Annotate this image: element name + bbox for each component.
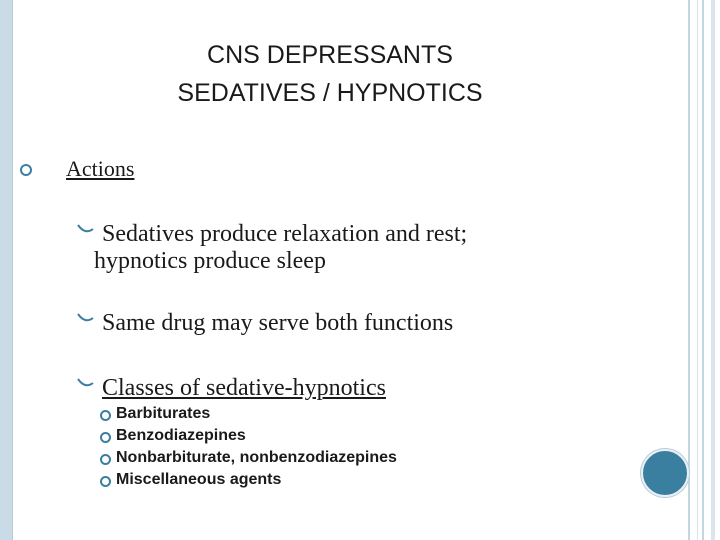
circle-bullet-icon bbox=[20, 164, 32, 176]
title-line-2: SEDATIVES / HYPNOTICS bbox=[177, 79, 483, 107]
actions-heading: Actions bbox=[66, 156, 135, 181]
point-text-continuation: hypnotics produce sleep bbox=[94, 248, 326, 274]
list-item: Benzodiazepines bbox=[100, 426, 397, 448]
list-item: Barbiturates bbox=[100, 404, 397, 426]
point-classes bbox=[76, 373, 386, 403]
point-text: Sedatives produce relaxation and rest; bbox=[102, 221, 468, 247]
right-decor-line bbox=[711, 0, 715, 540]
list-item: Miscellaneous agents bbox=[100, 470, 397, 492]
right-decor-line bbox=[688, 0, 690, 540]
point-text: Classes of sedative-hypnotics bbox=[102, 375, 386, 401]
classes-list bbox=[100, 404, 397, 492]
circle-bullet-icon bbox=[100, 410, 111, 421]
circle-bullet-icon bbox=[100, 432, 111, 443]
decorative-circle bbox=[641, 449, 689, 497]
title-line-1: CNS DEPRESSANTS bbox=[207, 41, 453, 69]
slide-title bbox=[100, 36, 560, 112]
left-border-strip bbox=[0, 0, 13, 540]
point-sedatives bbox=[76, 219, 467, 276]
point-text: Same drug may serve both functions bbox=[102, 310, 454, 336]
list-item: Nonbarbiturate, nonbenzodiazepines bbox=[100, 448, 397, 470]
arrow-bullet-icon bbox=[76, 313, 94, 325]
arrow-bullet-icon bbox=[76, 378, 94, 390]
circle-bullet-icon bbox=[100, 476, 111, 487]
right-decor-line bbox=[697, 0, 698, 540]
circle-bullet-icon bbox=[100, 454, 111, 465]
point-same-drug bbox=[76, 308, 453, 338]
right-decor-line bbox=[702, 0, 704, 540]
arrow-bullet-icon bbox=[76, 224, 94, 236]
